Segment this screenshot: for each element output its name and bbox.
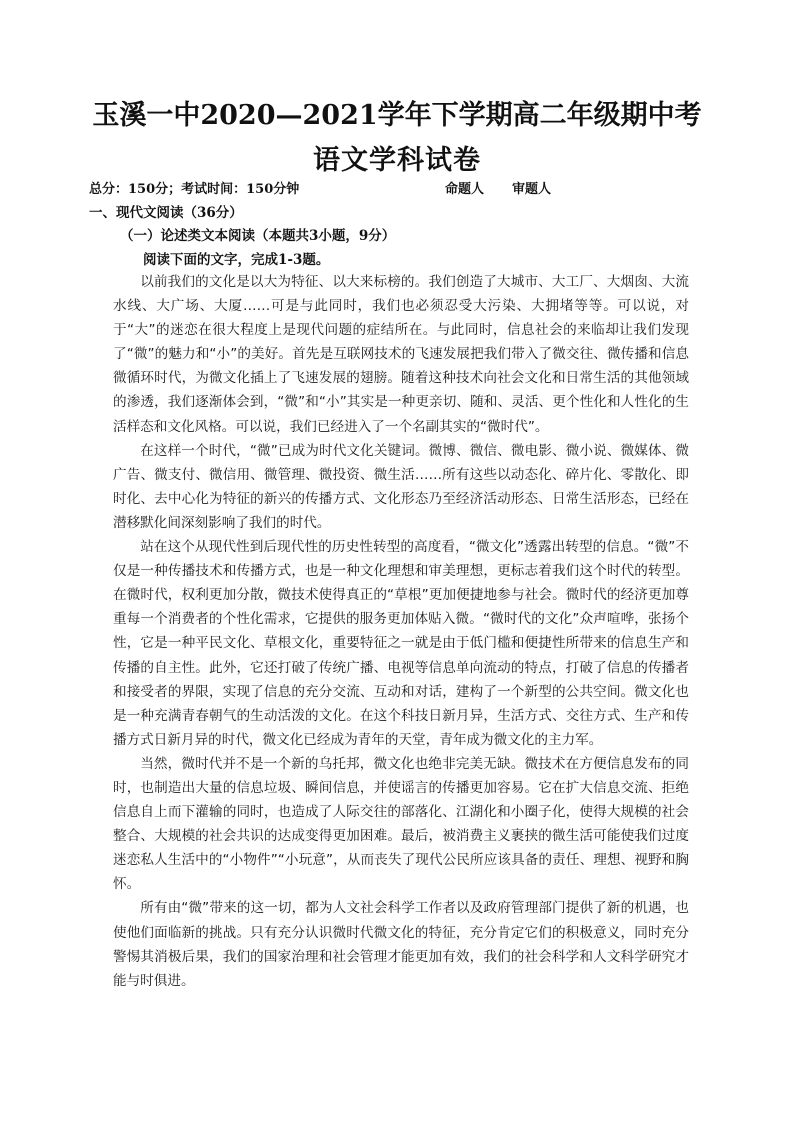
passage-paragraph: 所有由“微”带来的这一切，都为人文社会科学工作者以及政府管理部门提供了新的机遇，也使他们面临新的挑战。只有充分认识微时代微文化的特征，充分肯定它们的积极意义，同时充分警惕其消极后果，我们的国家治理和社会管理才能更加有效，我们的社会科学和人文科学研究才能与时俱进。 [113,900,689,989]
passage-paragraph: 当然，微时代并不是一个新的乌托邦，微文化也绝非完美无缺。微技术在方便信息发布的同时，也制造出大量的信息垃圾、瞬间信息，并使谣言的传播更加容易。它在扩大信息交流、拒绝信息自上而下灌输的同时，也造成了人际交往的部落化、江湖化和小圈子化，使得大规模的社会整合、大规模的社会共识的达成变得更加困难。最后，被消费主义裹挟的微生活可能使我们过度迷恋私人生活中的“小物件”“小玩意”，从而丧失了现代公民所应该具备的责任、理想、视野和胸怀。 [113,755,689,893]
reading-passage [113,270,689,993]
reading-instruction: 阅读下面的文字，完成1-3题。 [143,252,330,268]
author-reviewer [445,178,551,197]
exam-title-line2: 语文学科试卷 [313,145,481,176]
author-label: 命题人 [445,182,485,197]
subsection-heading: （一）论述类文本阅读（本题共3小题，9分） [120,228,396,244]
exam-title-line1: 玉溪一中2020—2021学年下学期高二年级期中考 [92,100,702,131]
reviewer-label: 审题人 [512,182,552,197]
passage-paragraph: 站在这个从现代性到后现代性的历史性转型的高度看，“微文化”透露出转型的信息。“微”不仅是一种传播技术和传播方式，也是一种文化理想和审美理想，更标志着我们这个时代的转型。在微时代，权利更加分散，微技术使得真正的“草根”更加便捷地参与社会。微时代的经济更加尊重每一个消费者的个性化需求，它提供的服务更加体贴入微。“微时代的文化”众声喧哗，张扬个性，它是一种平民文化、草根文化，重要特征之一就是由于低门槛和便捷性所带来的信息生产和传播的自主性。此外，它还打破了传统广播、电视等信息单向流动的特点，打破了信息的传播者和接受者的界限，实现了信息的充分交流、互动和对话，建构了一个新型的公共空间。微文化也是一种充满青春朝气的生动活泼的文化。在这个科技日新月异，生活方式、交往方式、生产和传播方式日新月异的时代，微文化已经成为青年的天堂，青年成为微文化的主力军。 [113,539,689,748]
section-heading: 一、现代文阅读（36分） [89,205,243,221]
passage-paragraph: 在这样一个时代，“微”已成为时代文化关键词。微博、微信、微电影、微小说、微媒体、微广告、微支付、微信用、微管理、微投资、微生活……所有这些以动态化、碎片化、零散化、即时化、去中心化为特征的新兴的传播方式、文化形态乃至经济活动形态、日常生活形态，已经在潜移默化间深刻影响了我们的时代。 [113,442,689,531]
passage-paragraph: 以前我们的文化是以大为特征、以大来标榜的。我们创造了大城市、大工厂、大烟囱、大流水线、大广场、大厦……可是与此同时，我们也必须忍受大污染、大拥堵等等。可以说，对于“大”的迷恋在很大程度上是现代问题的症结所在。与此同时，信息社会的来临却让我们发现了“微”的魅力和“小”的美好。首先是互联网技术的飞速发展把我们带入了微交往、微传播和信息微循环时代，为微文化插上了飞速发展的翅膀。随着这种技术向社会文化和日常生活的其他领域的渗透，我们逐渐体会到，“微”和“小”其实是一种更亲切、随和、灵活、更个性化和人性化的生活样态和文化风格。可以说，我们已经进入了一个名副其实的“微时代”。 [113,274,689,435]
score-time-info: 总分：150分；考试时间：150分钟 [89,182,300,197]
